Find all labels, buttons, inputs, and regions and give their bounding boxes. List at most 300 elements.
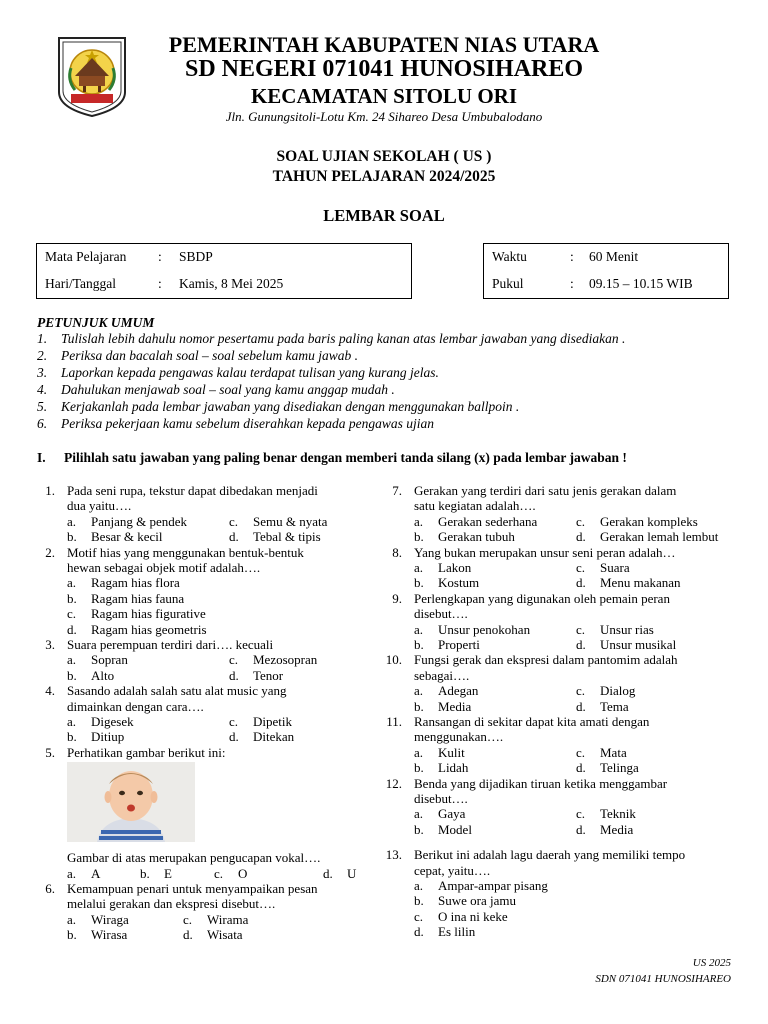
- subject-info-box: [36, 243, 412, 299]
- option-item: [576, 514, 698, 529]
- question-item: [384, 714, 734, 776]
- question-number: 3.: [45, 636, 55, 652]
- option-letter: b.: [414, 698, 424, 714]
- option-text: A: [91, 865, 101, 881]
- question-item: [384, 847, 734, 939]
- option-text: Ragam hias fauna: [91, 590, 185, 606]
- option-item: [414, 893, 516, 908]
- instruction-number: 6.: [37, 416, 48, 431]
- option-letter: b.: [140, 865, 150, 881]
- option-letter: a.: [67, 911, 77, 927]
- question-item: [37, 483, 377, 545]
- option-letter: b.: [67, 590, 77, 606]
- option-letter: a.: [414, 683, 424, 699]
- option-letter: d.: [576, 821, 586, 837]
- options-group: [414, 514, 734, 545]
- question-text: Pada seni rupa, tekstur dapat dibedakan menjadi: [67, 483, 318, 498]
- question-text: Berikut ini adalah lagu daerah yang memiliki tempo: [414, 847, 686, 863]
- option-item: [576, 699, 629, 714]
- option-letter: c.: [229, 652, 239, 668]
- question-item: [37, 637, 377, 683]
- option-letter: a.: [414, 744, 424, 760]
- option-item: [576, 529, 718, 544]
- options-row: [414, 683, 734, 698]
- question-text: Suara perempuan terdiri dari…. kecuali: [67, 636, 274, 652]
- option-letter: c.: [576, 744, 586, 760]
- option-item: [229, 714, 292, 729]
- option-text: Suwe ora jamu: [438, 893, 516, 909]
- option-letter: b.: [67, 729, 77, 745]
- options-row: [414, 893, 734, 908]
- question-number: 4.: [45, 683, 55, 699]
- option-text: Sopran: [91, 652, 128, 668]
- school-logo: [57, 36, 127, 118]
- option-text: Kostum: [438, 575, 480, 591]
- options-row: [67, 912, 377, 927]
- options-row: [414, 806, 734, 821]
- option-text: Wirama: [207, 911, 249, 927]
- instruction-number: 2.: [37, 348, 48, 363]
- question-text: Gerakan yang terdiri dari satu jenis gerakan dalam: [414, 483, 677, 498]
- option-letter: b.: [67, 667, 77, 683]
- instructions-title: PETUNJUK UMUM: [37, 315, 155, 330]
- option-letter: d.: [576, 529, 586, 545]
- option-letter: b.: [67, 529, 77, 545]
- options-row: [414, 699, 734, 714]
- info-value: 60 Menit: [589, 249, 639, 264]
- options-row: [414, 560, 734, 575]
- logo-emblem-icon: [57, 36, 127, 118]
- question-number: 10.: [385, 652, 402, 668]
- option-text: Dipetik: [253, 713, 292, 729]
- option-item: [576, 745, 627, 760]
- question-number: 8.: [392, 544, 402, 560]
- option-item: [576, 683, 635, 698]
- option-item: [67, 606, 206, 621]
- option-letter: d.: [414, 924, 424, 940]
- footer-exam: US 2025: [692, 957, 731, 969]
- option-item: [576, 760, 639, 775]
- option-item: [214, 866, 247, 881]
- option-text: Gerakan kompleks: [600, 513, 698, 529]
- option-letter: c.: [414, 908, 424, 924]
- option-letter: a.: [414, 621, 424, 637]
- info-label: Hari/Tanggal: [45, 276, 117, 291]
- question-text: Perlengkapan yang digunakan oleh pemain peran: [414, 590, 670, 606]
- options-group: [67, 866, 377, 881]
- option-letter: c.: [183, 911, 193, 927]
- question-item: [384, 776, 734, 838]
- option-text: Wirasa: [91, 927, 128, 943]
- options-group: [67, 514, 377, 545]
- header-district: KECAMATAN SITOLU ORI: [250, 84, 518, 108]
- instruction-number: 3.: [37, 365, 48, 380]
- info-value: SBDP: [179, 249, 213, 264]
- instructions-list: [37, 331, 737, 433]
- option-letter: b.: [414, 575, 424, 591]
- option-item: [229, 729, 294, 744]
- question-item: [37, 745, 377, 881]
- options-row: [414, 637, 734, 652]
- info-value: Kamis, 8 Mei 2025: [179, 276, 284, 291]
- section-heading: [37, 450, 737, 466]
- info-value: 09.15 – 10.15 WIB: [589, 276, 693, 291]
- options-row: [67, 529, 377, 544]
- question-number: 11.: [386, 713, 402, 729]
- exam-year: TAHUN PELAJARAN 2024/2025: [272, 168, 496, 185]
- option-text: E: [164, 865, 172, 881]
- sheet-title: LEMBAR SOAL: [323, 206, 445, 225]
- option-letter: a.: [414, 806, 424, 822]
- option-item: [67, 729, 124, 744]
- option-text: Unsur penokohan: [438, 621, 531, 637]
- option-letter: d.: [576, 698, 586, 714]
- option-item: [67, 668, 114, 683]
- option-letter: d.: [229, 667, 239, 683]
- options-row: [67, 866, 377, 881]
- options-row: [414, 529, 734, 544]
- info-label: Waktu: [492, 249, 527, 264]
- option-text: Kulit: [438, 744, 465, 760]
- question-item: [37, 545, 377, 637]
- option-text: O ina ni keke: [438, 908, 508, 924]
- option-item: [414, 637, 480, 652]
- option-item: [229, 652, 317, 667]
- option-item: [576, 637, 676, 652]
- option-item: [183, 927, 243, 942]
- option-text: Menu makanan: [600, 575, 681, 591]
- option-text: Besar & kecil: [91, 529, 163, 545]
- info-colon: :: [570, 276, 574, 291]
- option-item: [414, 575, 479, 590]
- option-item: [414, 878, 548, 893]
- option-text: Teknik: [600, 806, 636, 822]
- question-item: [384, 591, 734, 653]
- options-group: [414, 683, 734, 714]
- options-row: [67, 927, 377, 942]
- option-letter: d.: [229, 729, 239, 745]
- question-number: 12.: [385, 775, 402, 791]
- option-letter: b.: [414, 821, 424, 837]
- option-text: Ampar-ampar pisang: [438, 877, 548, 893]
- instruction-text: Periksa dan bacalah soal – soal sebelum kamu jawab .: [61, 348, 358, 363]
- question-number: 2.: [45, 544, 55, 560]
- options-group: [414, 622, 734, 653]
- option-item: [576, 560, 630, 575]
- option-text: Gerakan tubuh: [438, 529, 515, 545]
- question-text: Perhatikan gambar berikut ini:: [67, 744, 226, 760]
- options-row: [67, 575, 377, 590]
- question-text: Sasando adalah salah satu alat music yang: [67, 683, 287, 699]
- options-group: [67, 575, 377, 637]
- instruction-item: [37, 365, 737, 382]
- instruction-text: Tulislah lebih dahulu nomor pesertamu pada baris paling kanan atas lembar jawaban yang disediakan .: [61, 331, 626, 346]
- option-letter: c.: [576, 560, 586, 575]
- option-item: [67, 591, 184, 606]
- footer-school: SDN 071041 HUNOSIHAREO: [595, 973, 731, 985]
- options-row: [67, 652, 377, 667]
- option-item: [229, 668, 283, 683]
- option-text: Semu & nyata: [253, 513, 328, 529]
- questions-left-column: [37, 483, 377, 943]
- option-text: Telinga: [600, 760, 639, 776]
- question-number: 9.: [392, 590, 402, 606]
- section-text: Pilihlah satu jawaban yang paling benar dengan memberi tanda silang (x) pada lembar jawaban !: [64, 450, 627, 465]
- option-text: Gaya: [438, 806, 466, 822]
- options-row: [67, 606, 377, 621]
- option-item: [229, 529, 321, 544]
- question-text: disebut….: [414, 606, 468, 622]
- instruction-item: [37, 331, 737, 348]
- questions-right-column: [384, 483, 734, 940]
- option-item: [414, 683, 478, 698]
- option-text: Wisata: [207, 927, 243, 943]
- option-text: Digesek: [91, 713, 134, 729]
- option-item: [67, 927, 127, 942]
- instruction-item: [37, 382, 737, 399]
- option-text: Media: [600, 821, 634, 837]
- options-group: [414, 745, 734, 776]
- option-letter: a.: [67, 865, 77, 881]
- question-photo: [67, 762, 195, 842]
- question-text: Gambar di atas merupakan pengucapan vokal….: [67, 850, 321, 866]
- question-text: Fungsi gerak dan ekspresi dalam pantomim adalah: [414, 652, 678, 668]
- option-item: [414, 699, 471, 714]
- option-item: [576, 575, 681, 590]
- options-row: [414, 575, 734, 590]
- option-text: Tebal & tipis: [253, 529, 321, 545]
- option-item: [414, 745, 465, 760]
- option-letter: c.: [576, 513, 586, 529]
- option-item: [67, 912, 129, 927]
- question-text: sebagai….: [414, 667, 470, 683]
- instruction-text: Periksa pekerjaan kamu sebelum diserahkan kepada pengawas ujian: [61, 416, 435, 431]
- options-group: [67, 652, 377, 683]
- option-letter: a.: [414, 877, 424, 893]
- options-group: [67, 912, 377, 943]
- info-colon: :: [158, 276, 162, 291]
- options-group: [414, 878, 734, 940]
- options-row: [414, 909, 734, 924]
- option-text: Properti: [438, 636, 480, 652]
- header-school-name: SD NEGERI 071041 HUNOSIHAREO: [184, 56, 584, 82]
- option-text: Tema: [600, 698, 629, 714]
- option-item: [414, 529, 515, 544]
- question-number: 6.: [45, 880, 55, 896]
- option-letter: b.: [414, 760, 424, 776]
- option-item: [183, 912, 248, 927]
- option-item: [140, 866, 172, 881]
- question-item: [37, 683, 377, 745]
- option-item: [414, 514, 537, 529]
- option-letter: d.: [183, 927, 193, 943]
- info-colon: :: [570, 249, 574, 264]
- option-item: [323, 866, 356, 881]
- option-text: Tenor: [253, 667, 284, 683]
- option-item: [67, 652, 128, 667]
- option-letter: b.: [414, 529, 424, 545]
- question-number: 13.: [385, 847, 402, 863]
- question-text: melalui gerakan dan ekspresi disebut….: [67, 896, 276, 912]
- option-letter: d.: [576, 760, 586, 776]
- option-item: [414, 822, 472, 837]
- question-text: dua yaitu….: [67, 498, 132, 514]
- instruction-number: 4.: [37, 382, 48, 397]
- question-text: satu kegiatan adalah….: [414, 498, 536, 514]
- option-text: Panjang & pendek: [91, 513, 188, 529]
- option-item: [414, 909, 508, 924]
- question-item: [384, 483, 734, 545]
- options-row: [67, 729, 377, 744]
- option-letter: a.: [67, 713, 77, 729]
- option-text: O: [238, 865, 248, 881]
- option-text: Gerakan lemah lembut: [600, 529, 719, 545]
- option-letter: b.: [67, 927, 77, 943]
- exam-title: SOAL UJIAN SEKOLAH ( US ): [276, 148, 492, 165]
- option-item: [67, 866, 100, 881]
- instruction-text: Dahulukan menjawab soal – soal yang kamu anggap mudah .: [61, 382, 395, 397]
- option-item: [67, 529, 162, 544]
- option-text: Suara: [600, 560, 630, 575]
- section-number: I.: [37, 450, 46, 465]
- question-text: menggunakan….: [414, 729, 504, 745]
- instruction-text: Kerjakanlah pada lembar jawaban yang disediakan dengan menggunakan ballpoin .: [61, 399, 520, 414]
- option-letter: d.: [229, 529, 239, 545]
- option-item: [414, 760, 468, 775]
- instruction-number: 1.: [37, 331, 48, 346]
- option-letter: a.: [414, 513, 424, 529]
- option-letter: c.: [67, 606, 77, 622]
- options-row: [414, 878, 734, 893]
- option-letter: a.: [67, 652, 77, 668]
- options-row: [67, 591, 377, 606]
- option-letter: c.: [214, 865, 224, 881]
- option-letter: b.: [414, 893, 424, 909]
- options-row: [67, 622, 377, 637]
- options-row: [67, 668, 377, 683]
- options-row: [414, 760, 734, 775]
- option-letter: d.: [576, 636, 586, 652]
- option-letter: c.: [576, 806, 586, 822]
- option-letter: d.: [323, 865, 333, 881]
- options-row: [414, 514, 734, 529]
- question-number: 5.: [45, 744, 55, 760]
- question-text: Kemampuan penari untuk menyampaikan pesan: [67, 880, 318, 896]
- option-letter: c.: [576, 683, 586, 699]
- option-text: Mata: [600, 744, 627, 760]
- option-text: Adegan: [438, 683, 479, 699]
- option-text: Ragam hias geometris: [91, 621, 207, 637]
- option-text: Lidah: [438, 760, 469, 776]
- option-item: [414, 560, 471, 575]
- instruction-item: [37, 416, 737, 433]
- option-text: Ragam hias flora: [91, 575, 180, 591]
- option-item: [67, 514, 187, 529]
- instruction-item: [37, 348, 737, 365]
- option-text: Mezosopran: [253, 652, 318, 668]
- option-letter: c.: [576, 621, 586, 637]
- options-row: [414, 822, 734, 837]
- question-item: [384, 545, 734, 591]
- option-text: Ditekan: [253, 729, 295, 745]
- option-text: Model: [438, 821, 472, 837]
- option-letter: c.: [229, 713, 239, 729]
- options-row: [414, 924, 734, 939]
- option-text: Media: [438, 698, 472, 714]
- option-letter: a.: [67, 513, 77, 529]
- time-info-box: [483, 243, 729, 299]
- option-text: Gerakan sederhana: [438, 513, 538, 529]
- info-label: Pukul: [492, 276, 524, 291]
- instruction-text: Laporkan kepada pengawas kalau terdapat tulisan yang kurang jelas.: [61, 365, 439, 380]
- instruction-item: [37, 399, 737, 416]
- info-colon: :: [158, 249, 162, 264]
- options-row: [67, 514, 377, 529]
- child-photo-icon: [67, 762, 195, 842]
- question-item: [37, 881, 377, 943]
- option-letter: c.: [229, 513, 239, 529]
- option-text: Unsur rias: [600, 621, 654, 637]
- option-item: [576, 622, 654, 637]
- option-letter: d.: [576, 575, 586, 591]
- option-text: Alto: [91, 667, 115, 683]
- header-address: Jln. Gunungsitoli-Lotu Km. 24 Sihareo Desa Umbubalodano: [225, 109, 543, 124]
- option-text: Wiraga: [91, 911, 129, 927]
- option-text: Es lilin: [438, 924, 476, 940]
- option-text: Lakon: [438, 560, 472, 575]
- option-item: [67, 575, 180, 590]
- question-text: cepat, yaitu….: [414, 862, 491, 878]
- question-number: 1.: [45, 483, 55, 498]
- option-item: [67, 714, 134, 729]
- option-letter: d.: [67, 621, 77, 637]
- option-item: [576, 822, 633, 837]
- option-text: U: [347, 865, 357, 881]
- question-text: Ransangan di sekitar dapat kita amati dengan: [414, 713, 650, 729]
- question-text: Yang bukan merupakan unsur seni peran adalah…: [414, 544, 676, 560]
- option-text: Unsur musikal: [600, 636, 677, 652]
- question-item: [384, 652, 734, 714]
- option-item: [67, 622, 207, 637]
- question-text: dimainkan dengan cara….: [67, 698, 204, 714]
- option-letter: b.: [414, 636, 424, 652]
- question-text: disebut….: [414, 790, 468, 806]
- option-letter: a.: [414, 560, 424, 575]
- options-group: [414, 806, 734, 837]
- option-text: Ditiup: [91, 729, 125, 745]
- option-item: [414, 924, 475, 939]
- question-text: hewan sebagai objek motif adalah….: [67, 560, 261, 575]
- option-item: [576, 806, 636, 821]
- options-row: [67, 714, 377, 729]
- question-number: 7.: [392, 483, 402, 498]
- question-text: Motif hias yang menggunakan bentuk-bentuk: [67, 544, 304, 560]
- info-label: Mata Pelajaran: [45, 249, 127, 264]
- option-letter: a.: [67, 575, 77, 591]
- option-item: [414, 806, 465, 821]
- options-group: [67, 714, 377, 745]
- option-item: [414, 622, 530, 637]
- question-text: Benda yang dijadikan tiruan ketika menggambar: [414, 775, 668, 791]
- option-text: Dialog: [600, 683, 636, 699]
- options-group: [414, 560, 734, 591]
- options-row: [414, 622, 734, 637]
- instruction-number: 5.: [37, 399, 48, 414]
- option-text: Ragam hias figurative: [91, 606, 206, 622]
- header-government: PEMERINTAH KABUPATEN NIAS UTARA: [168, 32, 600, 57]
- option-item: [229, 514, 327, 529]
- options-row: [414, 745, 734, 760]
